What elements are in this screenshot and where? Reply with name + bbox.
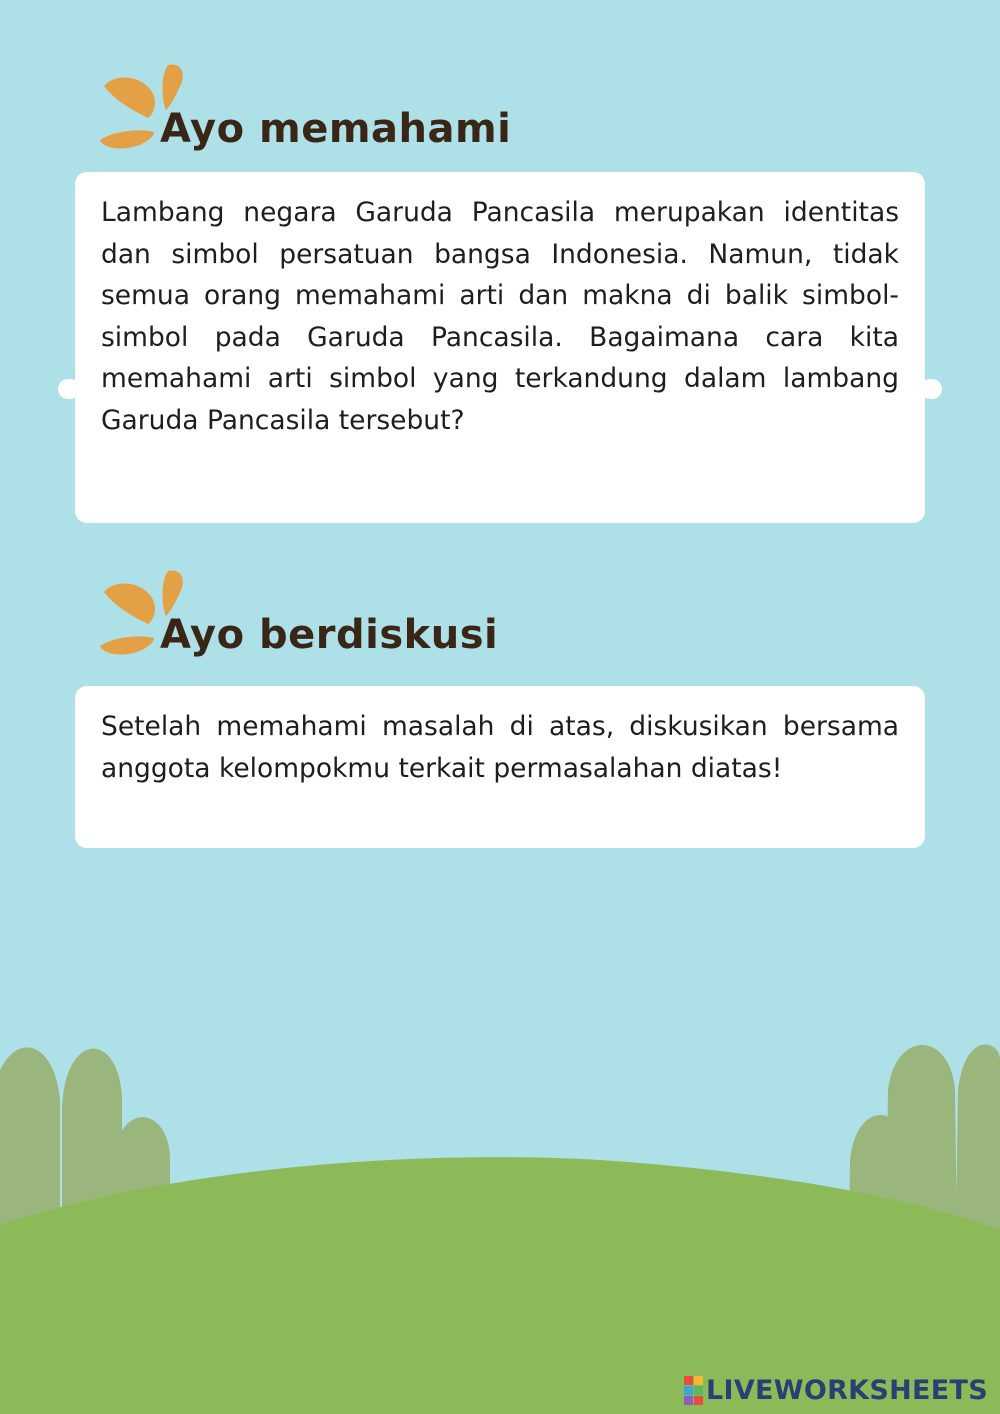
liveworksheets-logo-icon <box>684 1376 703 1405</box>
section-title: Ayo memahami <box>160 106 512 152</box>
card-text: Lambang negara Garuda Pancasila merupakan identitas dan simbol persatuan bangsa Indonesia. Namun, tidak semua orang memahami arti dan makna di balik simbol-simbol pada Garuda Pancasila. Bagaimana cara kita memahami arti simbol yang terkandung dalam lambang Garuda Pancasila tersebut? <box>101 197 899 436</box>
section-title: Ayo berdiskusi <box>160 612 499 658</box>
card-text: Setelah memahami masalah di atas, diskusikan bersama anggota kelompokmu terkait permasalahan diatas! <box>101 711 899 784</box>
content-card <box>75 686 925 848</box>
content-card <box>75 172 925 523</box>
liveworksheets-logo[interactable] <box>684 1373 988 1407</box>
logo-text: LIVEWORKSHEETS <box>705 1374 988 1406</box>
